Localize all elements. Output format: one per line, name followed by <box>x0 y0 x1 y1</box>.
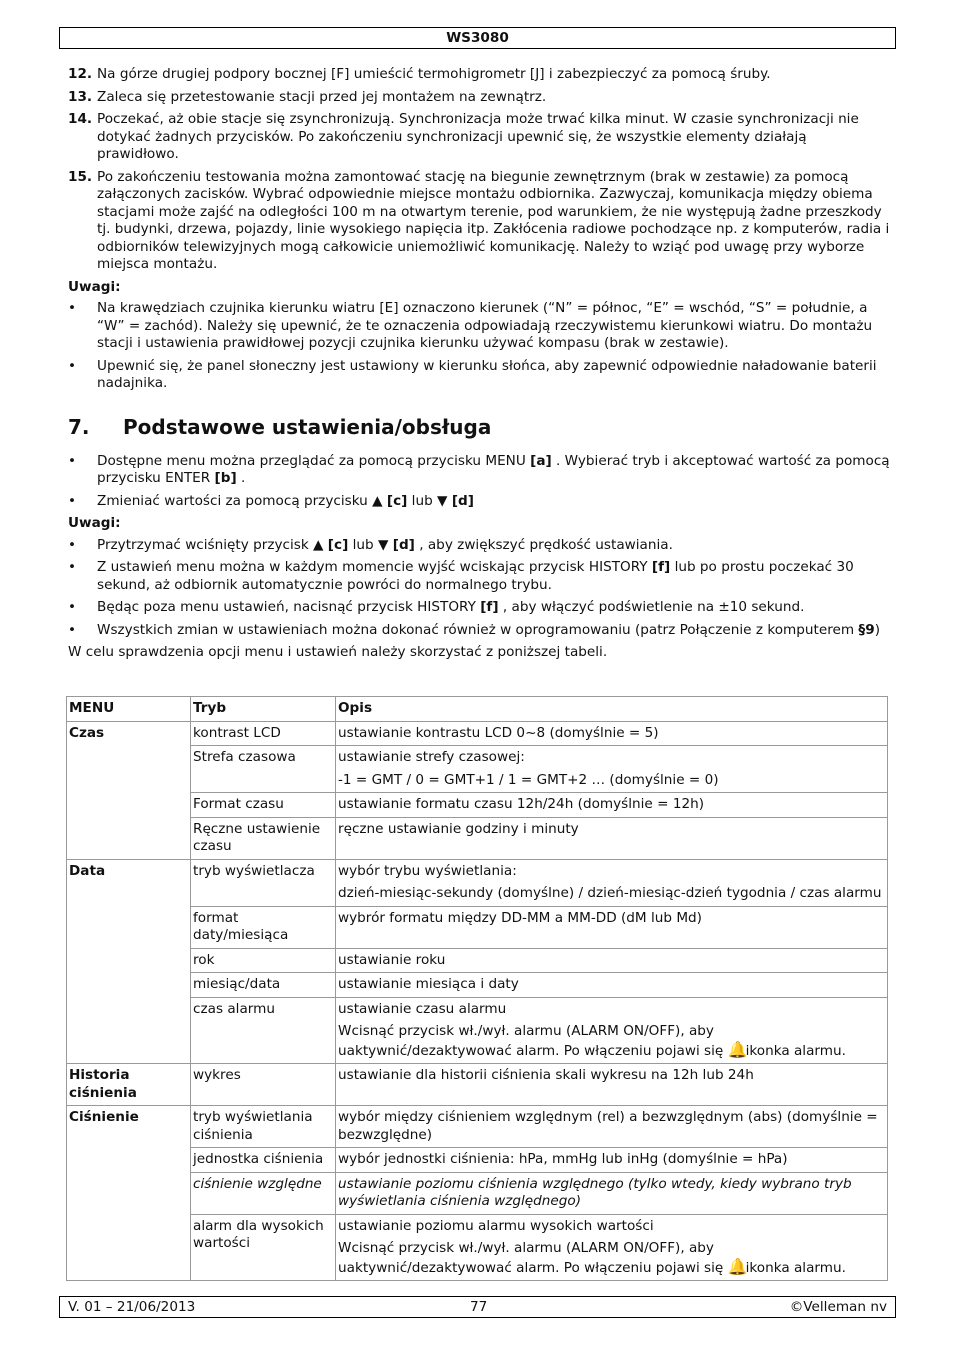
mode-cell: tryb wyświetlania ciśnienia <box>191 1106 336 1148</box>
description-cell: wybór jednostki ciśnienia: hPa, mmHg lub inHg (domyślnie = hPa) <box>336 1148 888 1173</box>
step-number: 15. <box>68 168 93 185</box>
bullet-item <box>68 599 890 617</box>
bullet-icon: • <box>68 559 77 575</box>
bullet-icon: • <box>68 357 77 374</box>
bullet-item <box>68 559 890 594</box>
bullet-text: Upewnić się, że panel słoneczny jest ustawiony w kierunku słońca, aby zapewnić odpowiednie naładowanie baterii nadajnika. <box>97 357 877 391</box>
bullet-item <box>68 537 890 555</box>
table-row <box>67 721 888 746</box>
description-cell: ustawianie dla historii ciśnienia skali wykresu na 12h lub 24h <box>336 1064 888 1106</box>
description-cell: wybór trybu wyświetlania: dzień-miesiąc-sekundy (domyślne) / dzień-miesiąc-dzień tygodnia / czas alarmu <box>336 859 888 906</box>
description-cell: ustawianie czasu alarmu Wcisnąć przycisk wł./wył. alarmu (ALARM ON/OFF), aby uaktywnić/dezaktywować alarm. Po włączeniu pojawi się 🔔ikonka alarmu. <box>336 997 888 1064</box>
description-cell: ustawianie strefy czasowej: -1 = GMT / 0 = GMT+1 / 1 = GMT+2 … (domyślnie = 0) <box>336 746 888 793</box>
table-row <box>67 817 888 859</box>
bullet-icon: • <box>68 621 77 638</box>
description-cell: ustawianie roku <box>336 948 888 973</box>
bullet-text: Na krawędziach czujnika kierunku wiatru [E] oznaczono kierunek (“N” = północ, “E” = wschód, “S” = południe, a “W” = zachód). Należy się upewnić, że te oznaczenia odpowiadają rzeczywistemu kierunkowi wiatru. Do montażu stacji i ustawienia prawidłowej pozycji czujnika kierunku używać kompasu (brak w zestawie). <box>97 300 873 351</box>
alarm-bell-icon: 🔔 <box>727 1039 748 1059</box>
step-item <box>68 169 890 274</box>
table-header-row <box>67 697 888 722</box>
settings-table <box>66 696 888 1281</box>
step-text: Po zakończeniu testowania można zamontować stację na biegunie zewnętrznym (brak w zestawie) za pomocą załączonych zacisków. Wybrać odpowiednie miejsce montażu odbiornika. Zazwyczaj, komunikacja między obiema stacjami może zajść na odległości 100 m na otwartym terenie, pod warunkiem, że nie występują żadne przeszkody tj. budynki, drzewa, pojazdy, linie wysokiego napięcia itp. Zakłócenia radiowe pochodzące np. z komputerów, radia i odbiorników telewizyjnych mogą całkowicie uniemożliwić komunikację. Należy to wziąć pod uwagę przy wyborze miejsca montażu. <box>97 168 890 272</box>
mode-cell: Strefa czasowa <box>191 746 336 793</box>
column-header: Tryb <box>191 697 336 722</box>
column-header: MENU <box>67 697 191 722</box>
copyright: ©Velleman nv <box>789 1299 887 1315</box>
bullet-item <box>68 622 890 640</box>
bullet-text: Dostępne menu można przeglądać za pomocą przycisku MENU [a] . Wybierać tryb i akceptować wartość za pomocą przycisku ENTER [b] . <box>97 452 890 486</box>
table-row <box>67 793 888 818</box>
table-row <box>67 1172 888 1214</box>
description-cell: ustawianie kontrastu LCD 0~8 (domyślnie = 5) <box>336 721 888 746</box>
bullet-item <box>68 453 890 488</box>
mode-cell: miesiąc/data <box>191 973 336 998</box>
mode-cell: Format czasu <box>191 793 336 818</box>
notes-label: Uwagi: <box>68 515 121 531</box>
menu-cell: Ciśnienie <box>67 1106 191 1281</box>
step-text: Na górze drugiej podpory bocznej [F] umieścić termohigrometr [J] i zabezpieczyć za pomocą śruby. <box>97 66 771 82</box>
page-header <box>59 27 896 49</box>
description-cell: wybór między ciśnieniem względnym (rel) a bezwzględnym (abs) (domyślnie = bezwzględne) <box>336 1106 888 1148</box>
mode-cell: alarm dla wysokich wartości <box>191 1214 336 1281</box>
description-cell: ustawianie formatu czasu 12h/24h (domyślnie = 12h) <box>336 793 888 818</box>
table-row <box>67 1214 888 1281</box>
alarm-bell-icon: 🔔 <box>727 1256 748 1276</box>
menu-cell: Historia ciśnienia <box>67 1064 191 1106</box>
model-title: WS3080 <box>446 30 509 46</box>
mode-cell: ciśnienie względne <box>191 1172 336 1214</box>
bullet-text: Z ustawień menu można w każdym momencie wyjść wciskając przycisk HISTORY [f] lub po prostu poczekać 30 sekund, aż odbiornik automatycznie powróci do normalnego trybu. <box>97 559 854 593</box>
step-number: 13. <box>68 88 93 105</box>
page-footer <box>59 1296 896 1318</box>
table-row <box>67 906 888 948</box>
notes-label: Uwagi: <box>68 278 121 295</box>
bullet-item <box>68 300 890 353</box>
section-title: Podstawowe ustawienia/obsługa <box>123 414 492 439</box>
description-cell: ręczne ustawianie godziny i minuty <box>336 817 888 859</box>
step-number: 14. <box>68 111 93 127</box>
step-text: Zaleca się przetestowanie stacji przed jej montażem na zewnątrz. <box>97 88 547 105</box>
document-body <box>68 66 890 666</box>
menu-cell: Czas <box>67 721 191 859</box>
step-text: Poczekać, aż obie stacje się zsynchronizują. Synchronizacja może trwać kilka minut. W czasie synchronizacji nie dotykać żadnych przycisków. Po zakończeniu synchronizacji upewnić się, że wszystkie elementy działają prawidłowo. <box>97 111 859 162</box>
mode-cell: Ręczne ustawienie czasu <box>191 817 336 859</box>
column-header: Opis <box>336 697 888 722</box>
mode-cell: jednostka ciśnienia <box>191 1148 336 1173</box>
bullet-item <box>68 493 890 511</box>
step-item <box>68 66 890 84</box>
mode-cell: czas alarmu <box>191 997 336 1064</box>
step-item <box>68 111 890 164</box>
bullet-icon: • <box>68 536 77 553</box>
table-row <box>67 973 888 998</box>
bullet-item <box>68 358 890 393</box>
mode-cell: kontrast LCD <box>191 721 336 746</box>
mode-cell: rok <box>191 948 336 973</box>
description-cell: ustawianie poziomu ciśnienia względnego (tylko wtedy, kiedy wybrano tryb wyświetlania ciśnienia względnego) <box>336 1172 888 1214</box>
mode-cell: format daty/miesiąca <box>191 906 336 948</box>
description-cell: wybrór formatu między DD-MM a MM-DD (dM lub Md) <box>336 906 888 948</box>
table-row <box>67 997 888 1064</box>
mode-cell: tryb wyświetlacza <box>191 859 336 906</box>
table-row <box>67 1148 888 1173</box>
step-item <box>68 89 890 107</box>
table-row <box>67 859 888 906</box>
bullet-icon: • <box>68 492 77 509</box>
bullet-icon: • <box>68 599 77 615</box>
section-heading <box>68 415 890 439</box>
table-intro: W celu sprawdzenia opcji menu i ustawień należy skorzystać z poniższej tabeli. <box>68 644 608 660</box>
bullet-icon: • <box>68 452 77 469</box>
section-number: 7. <box>68 414 90 439</box>
table-row <box>67 1064 888 1106</box>
bullet-text: Będąc poza menu ustawień, nacisnąć przycisk HISTORY [f] , aby włączyć podświetlenie na ±10 sekund. <box>97 599 805 615</box>
description-cell: ustawianie poziomu alarmu wysokich wartości Wcisnąć przycisk wł./wył. alarmu (ALARM ON/OFF), aby uaktywnić/dezaktywować alarm. Po włączeniu pojawi się 🔔ikonka alarmu. <box>336 1214 888 1281</box>
step-number: 12. <box>68 66 93 82</box>
description-cell: ustawianie miesiąca i daty <box>336 973 888 998</box>
table-row <box>67 1106 888 1148</box>
version-date: V. 01 – 21/06/2013 <box>68 1299 196 1315</box>
menu-cell: Data <box>67 859 191 1064</box>
table-row <box>67 948 888 973</box>
mode-cell: wykres <box>191 1064 336 1106</box>
page-number: 77 <box>470 1299 488 1315</box>
table-row <box>67 746 888 793</box>
bullet-text: Przytrzymać wciśnięty przycisk ▲ [c] lub ▼ [d] , aby zwiększyć prędkość ustawiania. <box>97 536 673 553</box>
bullet-text: Wszystkich zmian w ustawieniach można dokonać również w oprogramowaniu (patrz Połączenie z komputerem §9) <box>97 621 880 638</box>
bullet-text: Zmieniać wartości za pomocą przycisku ▲ [c] lub ▼ [d] <box>97 492 474 509</box>
bullet-icon: • <box>68 300 77 316</box>
